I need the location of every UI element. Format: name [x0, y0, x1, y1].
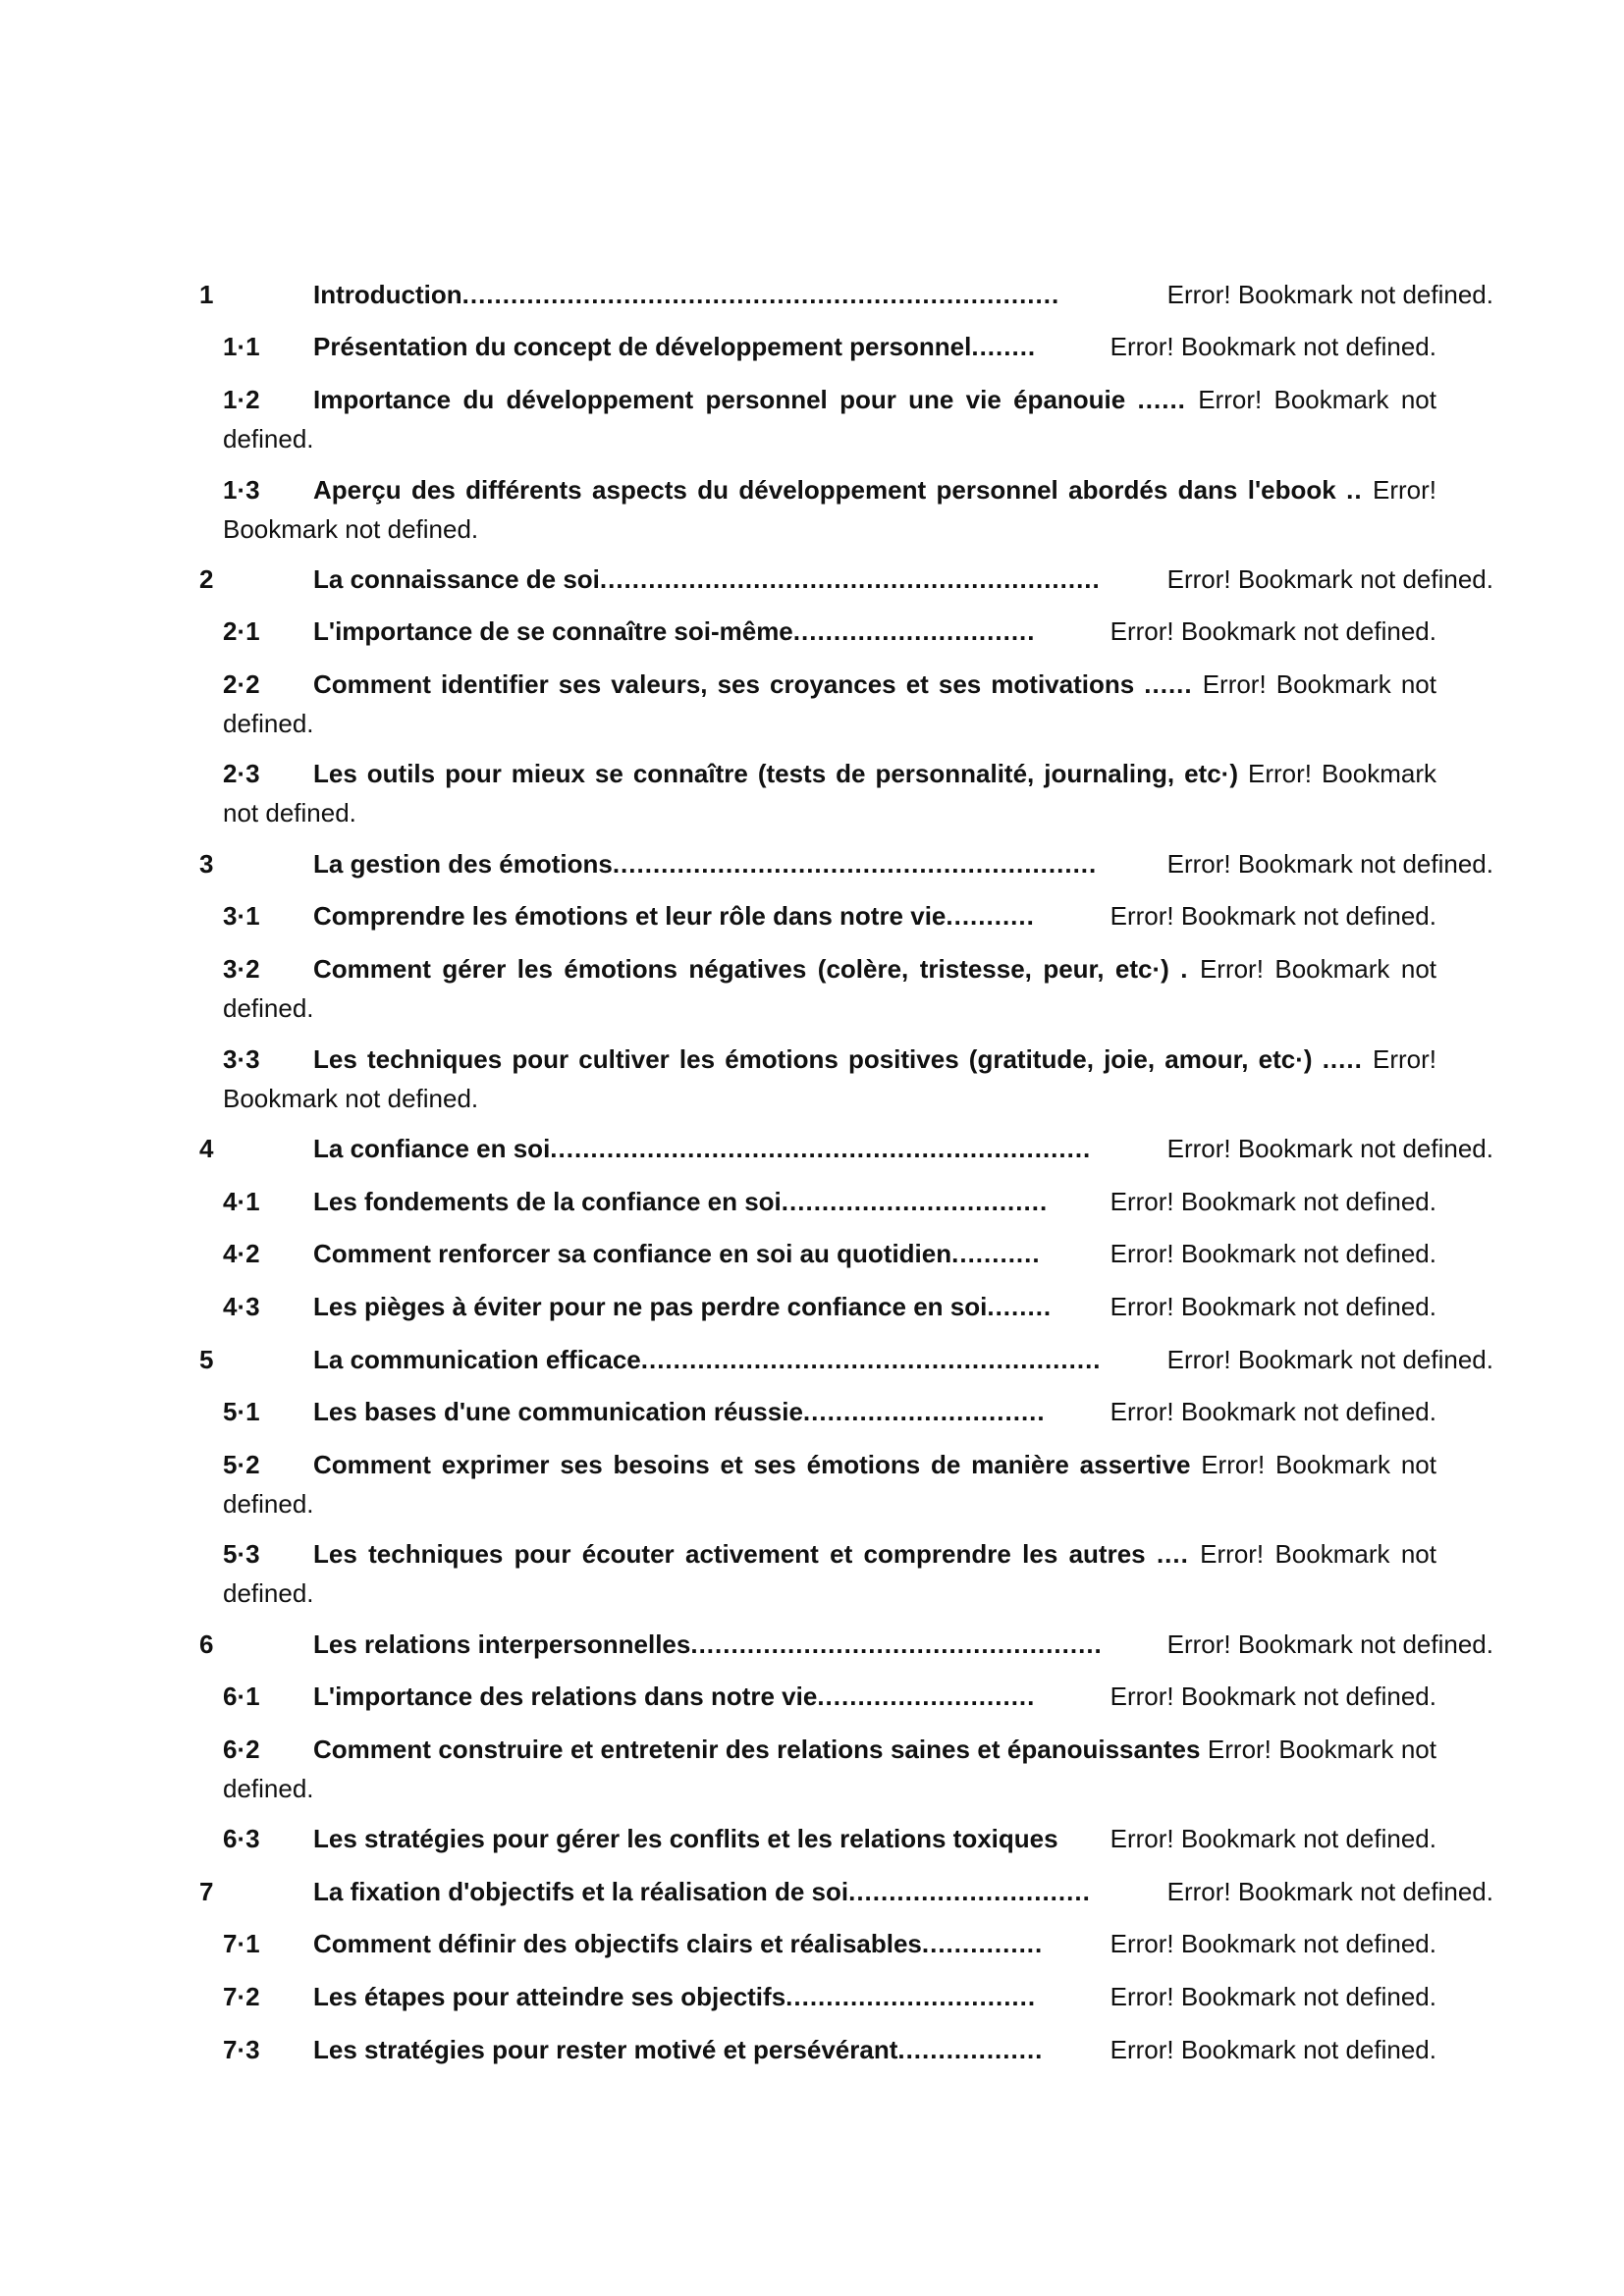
toc-entry-title: La fixation d'objectifs et la réalisation de soi: [313, 1877, 849, 1906]
toc-page-reference: Error! Bookmark not defined.: [1110, 1397, 1436, 1426]
toc-leader-dots: .........................................................: [640, 1345, 1102, 1374]
toc-section-entry[interactable]: [199, 470, 1436, 549]
toc-entry-number: 5·1: [223, 1397, 260, 1426]
toc-entry-title: Les stratégies pour rester motivé et persévérant: [313, 2035, 898, 2064]
toc-entry-number: 2: [199, 564, 214, 594]
toc-section-entry[interactable]: [199, 1182, 1436, 1221]
toc-page-reference: Error! Bookmark not defined.: [1166, 1877, 1493, 1906]
toc-leader-dots: ......: [1144, 669, 1193, 699]
toc-leader-dots: .................................: [781, 1187, 1049, 1216]
toc-page-reference: Error! Bookmark not defined.: [1110, 1682, 1436, 1711]
toc-page-reference: Error! Bookmark not defined.: [1110, 901, 1436, 931]
toc-entry-number: 4: [199, 1134, 214, 1163]
toc-entry-title: Importance du développement personnel pour une vie épanouie: [313, 385, 1126, 414]
toc-entry-number: 5·2: [223, 1450, 260, 1479]
toc-entry-title: Les bases d'une communication réussie: [313, 1397, 803, 1426]
toc-section-entry[interactable]: [199, 949, 1436, 1028]
toc-page-reference: Error! Bookmark not defined.: [1110, 332, 1436, 361]
toc-entry-number: 1·1: [223, 332, 260, 361]
toc-entry-number: 5·3: [223, 1539, 260, 1569]
toc-entry-number: 2·2: [223, 669, 260, 699]
toc-leader-dots: ........: [987, 1292, 1053, 1321]
toc-page-reference: Error! Bookmark not defined.: [223, 1044, 1436, 1113]
toc-section-entry[interactable]: [199, 327, 1436, 366]
toc-entry-number: 7: [199, 1877, 214, 1906]
toc-chapter-entry[interactable]: [199, 1129, 1493, 1168]
toc-section-entry[interactable]: [199, 896, 1436, 935]
toc-section-entry[interactable]: [199, 1819, 1436, 1858]
toc-page-reference: Error! Bookmark not defined.: [1110, 1982, 1436, 2011]
toc-page-reference: Error! Bookmark not defined.: [1110, 1187, 1436, 1216]
toc-section-entry[interactable]: [199, 1924, 1436, 1963]
toc-section-entry[interactable]: [199, 1040, 1436, 1118]
toc-entry-title: Aperçu des différents aspects du développement personnel abordés dans l'ebook: [313, 475, 1336, 505]
toc-page-reference: Error! Bookmark not defined.: [223, 475, 1436, 544]
toc-entry-number: 6·3: [223, 1824, 260, 1853]
toc-entry-title: Les fondements de la confiance en soi: [313, 1187, 782, 1216]
toc-chapter-entry[interactable]: [199, 1625, 1493, 1664]
toc-page-reference: Error! Bookmark not defined.: [223, 954, 1436, 1023]
toc-entry-number: 1·3: [223, 475, 260, 505]
toc-leader-dots: ......: [1137, 385, 1186, 414]
toc-page-reference: Error! Bookmark not defined.: [1110, 1929, 1436, 1958]
toc-leader-dots: ...............................: [785, 1982, 1037, 2011]
toc-leader-dots: ............................................................: [612, 849, 1098, 879]
toc-leader-dots: ..............................: [848, 1877, 1091, 1906]
toc-entry-number: 6·2: [223, 1735, 260, 1764]
toc-entry-number: 3·3: [223, 1044, 260, 1074]
toc-entry-title: Les outils pour mieux se connaître (tests de personnalité, journaling, etc·): [313, 759, 1238, 788]
toc-entry-number: 5: [199, 1345, 214, 1374]
toc-section-entry[interactable]: [199, 1392, 1436, 1431]
toc-section-entry[interactable]: [199, 1287, 1436, 1326]
toc-entry-number: 4·3: [223, 1292, 260, 1321]
toc-entry-number: 1: [199, 280, 214, 309]
toc-page-reference: Error! Bookmark not defined.: [223, 669, 1436, 738]
toc-leader-dots: ...................................................: [690, 1629, 1103, 1659]
toc-entry-title: La connaissance de soi: [313, 564, 600, 594]
toc-entry-number: 4·2: [223, 1239, 260, 1268]
toc-leader-dots: ...........: [946, 901, 1035, 931]
toc-section-entry[interactable]: [199, 754, 1436, 832]
toc-page-reference: Error! Bookmark not defined.: [1110, 1824, 1436, 1853]
toc-entry-title: Comment identifier ses valeurs, ses croyances et ses motivations: [313, 669, 1135, 699]
toc-page-reference: Error! Bookmark not defined.: [1166, 1134, 1493, 1163]
toc-page-reference: Error! Bookmark not defined.: [223, 759, 1436, 828]
toc-entry-title: L'importance de se connaître soi-même: [313, 616, 793, 646]
toc-entry-number: 3·1: [223, 901, 260, 931]
toc-page-reference: Error! Bookmark not defined.: [1110, 2035, 1436, 2064]
toc-entry-title: La confiance en soi: [313, 1134, 551, 1163]
toc-entry-title: Comment gérer les émotions négatives (colère, tristesse, peur, etc·): [313, 954, 1169, 984]
toc-page-reference: Error! Bookmark not defined.: [1166, 1345, 1493, 1374]
toc-leader-dots: ...........: [951, 1239, 1041, 1268]
toc-leader-dots: .....: [1322, 1044, 1363, 1074]
toc-entry-number: 3·2: [223, 954, 260, 984]
toc-section-entry[interactable]: [199, 1730, 1436, 1808]
toc-section-entry[interactable]: [199, 1977, 1436, 2016]
toc-section-entry[interactable]: [199, 1445, 1436, 1523]
toc-page-reference: Error! Bookmark not defined.: [223, 1735, 1436, 1803]
toc-page-reference: Error! Bookmark not defined.: [1166, 849, 1493, 879]
toc-entry-title: La gestion des émotions: [313, 849, 613, 879]
toc-entry-number: 7·2: [223, 1982, 260, 2011]
toc-leader-dots: ..: [1346, 475, 1363, 505]
toc-entry-title: Les stratégies pour gérer les conflits et les relations toxiques: [313, 1824, 1058, 1853]
toc-chapter-entry[interactable]: [199, 1872, 1493, 1911]
toc-page-reference: Error! Bookmark not defined.: [1166, 564, 1493, 594]
toc-leader-dots: ...............: [921, 1929, 1044, 1958]
toc-leader-dots: ..............................: [802, 1397, 1046, 1426]
toc-entry-title: Introduction: [313, 280, 462, 309]
toc-entry-number: 2·1: [223, 616, 260, 646]
toc-entry-number: 6·1: [223, 1682, 260, 1711]
toc-section-entry[interactable]: [199, 380, 1436, 458]
toc-entry-title: Les étapes pour atteindre ses objectifs: [313, 1982, 786, 2011]
toc-leader-dots: .: [1180, 954, 1189, 984]
toc-page-reference: Error! Bookmark not defined.: [1166, 1629, 1493, 1659]
toc-entry-title: Les relations interpersonnelles: [313, 1629, 691, 1659]
toc-page-reference: Error! Bookmark not defined.: [1110, 1292, 1436, 1321]
toc-leader-dots: ...................................................................: [550, 1134, 1092, 1163]
toc-chapter-entry[interactable]: [199, 275, 1493, 314]
toc-entry-title: Comprendre les émotions et leur rôle dans notre vie: [313, 901, 947, 931]
toc-entry-title: Comment construire et entretenir des relations saines et épanouissantes: [313, 1735, 1201, 1764]
toc-page-reference: Error! Bookmark not defined.: [1166, 280, 1493, 309]
toc-leader-dots: ..................: [897, 2035, 1044, 2064]
toc-page-reference: Error! Bookmark not defined.: [223, 385, 1436, 454]
toc-entry-number: 6: [199, 1629, 214, 1659]
toc-entry-number: 1·2: [223, 385, 260, 414]
toc-entry-title: Les pièges à éviter pour ne pas perdre confiance en soi: [313, 1292, 988, 1321]
toc-entry-number: 7·3: [223, 2035, 260, 2064]
toc-entry-number: 2·3: [223, 759, 260, 788]
toc-section-entry[interactable]: [199, 1234, 1436, 1273]
toc-entry-title: Comment définir des objectifs clairs et réalisables: [313, 1929, 922, 1958]
toc-entry-title: L'importance des relations dans notre vie: [313, 1682, 818, 1711]
toc-page-reference: Error! Bookmark not defined.: [223, 1539, 1436, 1608]
toc-leader-dots: ..............................................................: [599, 564, 1101, 594]
toc-leader-dots: ...........................: [817, 1682, 1036, 1711]
toc-leader-dots: ..........................................................................: [461, 280, 1060, 309]
toc-chapter-entry[interactable]: [199, 1340, 1493, 1379]
toc-leader-dots: ........: [971, 332, 1037, 361]
toc-section-entry[interactable]: [199, 2030, 1436, 2069]
toc-section-entry[interactable]: [199, 665, 1436, 743]
toc-entry-title: Les techniques pour cultiver les émotions positives (gratitude, joie, amour, etc·): [313, 1044, 1313, 1074]
toc-entry-number: 7·1: [223, 1929, 260, 1958]
toc-entry-title: Présentation du concept de développement personnel: [313, 332, 972, 361]
toc-leader-dots: ....: [1156, 1539, 1189, 1569]
toc-leader-dots: ..............................: [792, 616, 1036, 646]
toc-section-entry[interactable]: [199, 1677, 1436, 1716]
toc-section-entry[interactable]: [199, 1534, 1436, 1613]
toc-page-reference: Error! Bookmark not defined.: [1110, 1239, 1436, 1268]
toc-chapter-entry[interactable]: [199, 560, 1493, 599]
toc-page-reference: Error! Bookmark not defined.: [223, 1450, 1436, 1519]
toc-chapter-entry[interactable]: [199, 844, 1493, 883]
toc-entry-title: Comment exprimer ses besoins et ses émotions de manière assertive: [313, 1450, 1191, 1479]
toc-entry-title: La communication efficace: [313, 1345, 641, 1374]
toc-entry-number: 3: [199, 849, 214, 879]
toc-section-entry[interactable]: [199, 612, 1436, 651]
toc-page-reference: Error! Bookmark not defined.: [1110, 616, 1436, 646]
toc-entry-number: 4·1: [223, 1187, 260, 1216]
toc-entry-title: Les techniques pour écouter activement et comprendre les autres: [313, 1539, 1146, 1569]
toc-entry-title: Comment renforcer sa confiance en soi au quotidien: [313, 1239, 952, 1268]
